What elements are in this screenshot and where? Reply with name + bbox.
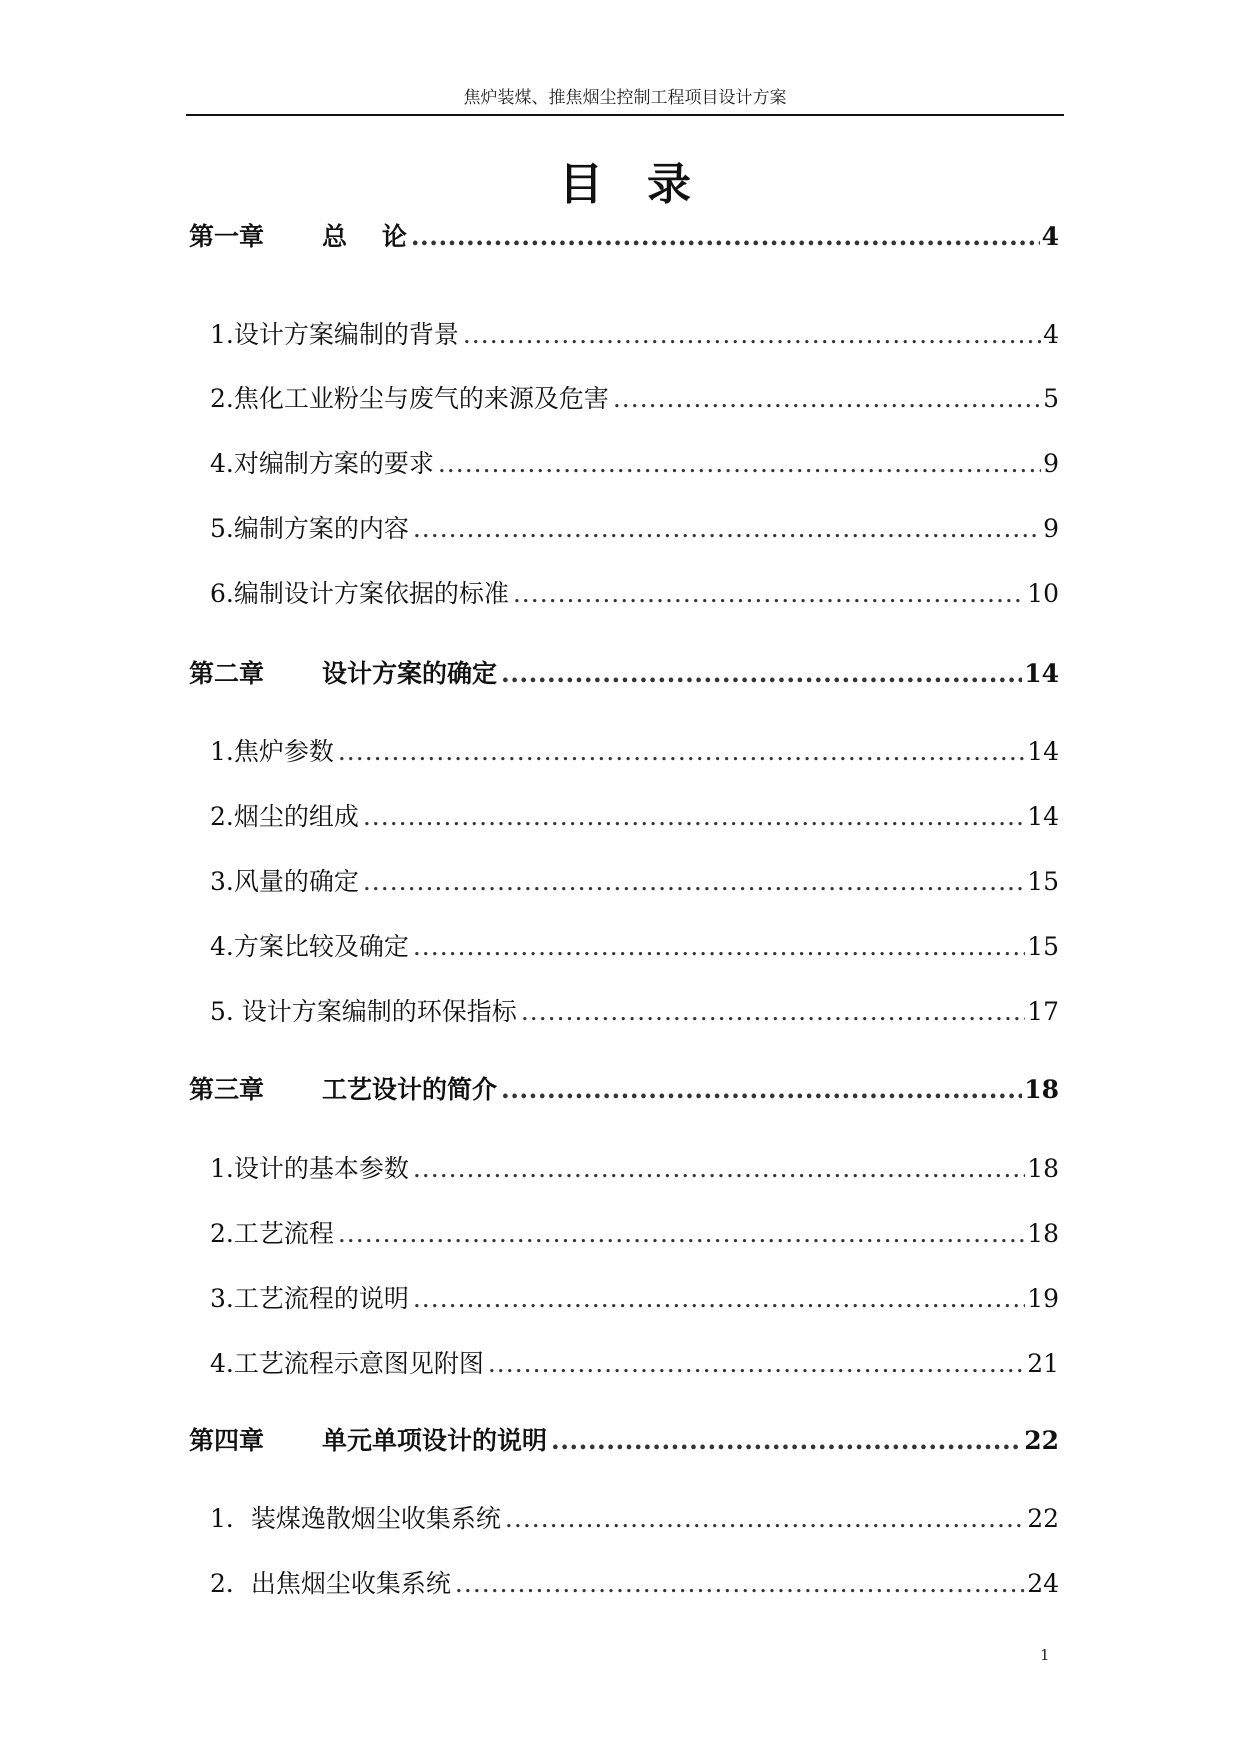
toc-section[interactable]	[210, 995, 1059, 1029]
section-page: 19	[1027, 1284, 1059, 1313]
dot-leader	[413, 1152, 1025, 1186]
chapter-number: 第一章	[189, 222, 265, 251]
toc-section[interactable]	[210, 1347, 1059, 1381]
dot-leader	[488, 1347, 1025, 1381]
section-page: 14	[1027, 737, 1059, 766]
section-page: 18	[1027, 1154, 1059, 1183]
toc-chapter-3[interactable]	[189, 1073, 1059, 1107]
section-page: 9	[1043, 514, 1059, 543]
dot-leader	[411, 220, 1040, 254]
dot-leader	[521, 995, 1025, 1029]
dot-leader	[551, 1424, 1022, 1458]
section-title: 2．出焦烟尘收集系统	[210, 1569, 451, 1598]
dot-leader	[413, 512, 1041, 546]
chapter-title: 设计方案的确定	[322, 659, 498, 688]
dot-leader	[455, 1567, 1025, 1601]
toc-section[interactable]	[210, 318, 1059, 352]
chapter-number: 第四章	[189, 1426, 265, 1455]
toc-chapter-1[interactable]	[189, 220, 1059, 254]
section-page: 24	[1027, 1569, 1059, 1598]
page-number: 1	[1040, 1646, 1050, 1664]
section-title: 1.设计的基本参数	[210, 1154, 409, 1183]
section-title: 6.编制设计方案依据的标准	[210, 579, 509, 608]
chapter-number: 第二章	[189, 659, 265, 688]
section-title: 4.工艺流程示意图见附图	[210, 1349, 484, 1378]
section-page: 17	[1027, 997, 1059, 1026]
section-page: 22	[1027, 1504, 1059, 1533]
dot-leader	[501, 657, 1022, 691]
toc-section[interactable]	[210, 1152, 1059, 1186]
dot-leader	[505, 1502, 1025, 1536]
section-page: 15	[1027, 932, 1059, 961]
dot-leader	[363, 865, 1025, 899]
chapter-title: 总 论	[322, 222, 407, 251]
toc-section[interactable]	[210, 800, 1059, 834]
chapter-title: 单元单项设计的说明	[322, 1426, 548, 1455]
section-title: 1．装煤逸散烟尘收集系统	[210, 1504, 501, 1533]
toc-section[interactable]	[210, 930, 1059, 964]
toc-section[interactable]	[210, 1502, 1059, 1536]
toc-section[interactable]	[210, 577, 1059, 611]
toc-chapter-4[interactable]	[189, 1424, 1059, 1458]
toc-section[interactable]	[210, 447, 1059, 481]
toc-section[interactable]	[210, 1282, 1059, 1316]
dot-leader	[463, 318, 1041, 352]
section-page: 15	[1027, 867, 1059, 896]
dot-leader	[338, 735, 1025, 769]
section-title: 3.风量的确定	[210, 867, 359, 896]
dot-leader	[513, 577, 1025, 611]
section-title: 1.设计方案编制的背景	[210, 320, 459, 349]
dot-leader	[338, 1217, 1025, 1251]
toc-section[interactable]	[210, 1567, 1059, 1601]
section-title: 4.对编制方案的要求	[210, 449, 434, 478]
dot-leader	[363, 800, 1025, 834]
toc-section[interactable]	[210, 735, 1059, 769]
running-header: 焦炉装煤、推焦烟尘控制工程项目设计方案	[463, 88, 787, 108]
chapter-page: 18	[1024, 1075, 1059, 1104]
section-page: 5	[1043, 384, 1059, 413]
toc-section[interactable]	[210, 865, 1059, 899]
section-page: 10	[1027, 579, 1059, 608]
chapter-page: 22	[1024, 1426, 1059, 1455]
section-page: 4	[1043, 320, 1059, 349]
toc-section[interactable]	[210, 382, 1059, 416]
dot-leader	[438, 447, 1041, 481]
section-page: 9	[1043, 449, 1059, 478]
section-title: 4.方案比较及确定	[210, 932, 409, 961]
dot-leader	[613, 382, 1041, 416]
dot-leader	[501, 1073, 1022, 1107]
chapter-number: 第三章	[189, 1075, 265, 1104]
section-title: 2.焦化工业粉尘与废气的来源及危害	[210, 384, 609, 413]
chapter-page: 4	[1041, 222, 1059, 251]
chapter-title: 工艺设计的简介	[322, 1075, 498, 1104]
toc-title: 目录	[559, 159, 735, 210]
section-title: 1.焦炉参数	[210, 737, 334, 766]
dot-leader	[413, 1282, 1025, 1316]
toc-chapter-2[interactable]	[189, 657, 1059, 691]
header-rule	[186, 114, 1064, 116]
section-title: 2.工艺流程	[210, 1219, 334, 1248]
dot-leader	[413, 930, 1025, 964]
section-title: 3.工艺流程的说明	[210, 1284, 409, 1313]
toc-section[interactable]	[210, 512, 1059, 546]
section-title: 2.烟尘的组成	[210, 802, 359, 831]
section-page: 21	[1027, 1349, 1059, 1378]
section-page: 18	[1027, 1219, 1059, 1248]
section-title: 5. 设计方案编制的环保指标	[210, 997, 517, 1026]
section-page: 14	[1027, 802, 1059, 831]
section-title: 5.编制方案的内容	[210, 514, 409, 543]
chapter-page: 14	[1024, 659, 1059, 688]
toc-section[interactable]	[210, 1217, 1059, 1251]
